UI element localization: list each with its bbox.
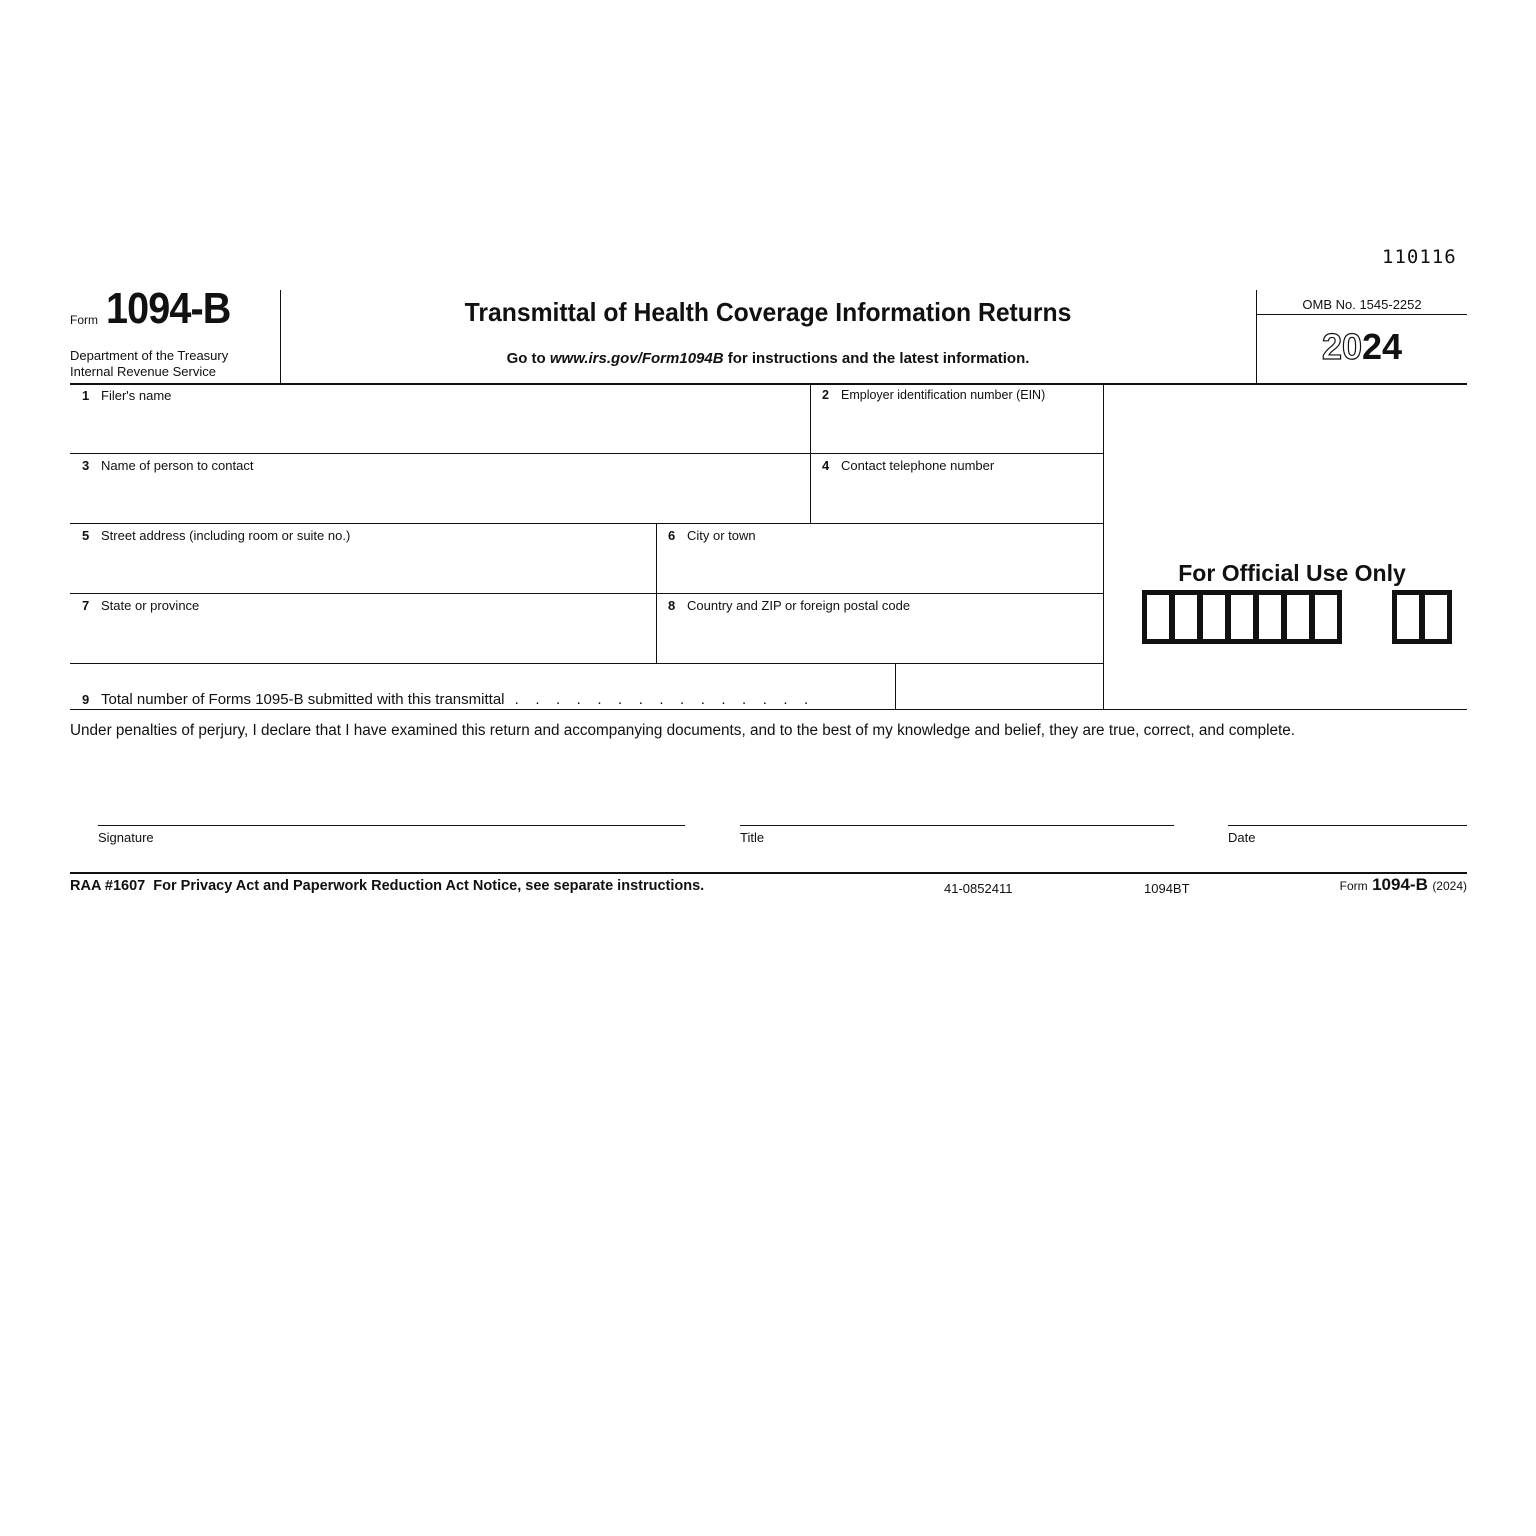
official-use-box xyxy=(1420,590,1452,644)
footer-code1: 41-0852411 xyxy=(944,881,1013,896)
footer-rule xyxy=(70,872,1467,874)
field-total-forms-label xyxy=(82,691,809,708)
field-num: 1 xyxy=(82,388,90,403)
filers-name-input[interactable] xyxy=(100,408,800,448)
field-label: State or province xyxy=(101,598,200,613)
main-bottom-rule xyxy=(70,709,1467,710)
field-num: 2 xyxy=(822,388,829,402)
contact-name-input[interactable] xyxy=(100,478,800,518)
contact-phone-input[interactable] xyxy=(840,478,1095,518)
year-outline: 20 xyxy=(1321,326,1362,367)
row1-bottom xyxy=(70,453,1104,454)
field-num: 3 xyxy=(82,458,90,473)
field-num: 4 xyxy=(822,458,830,473)
year-solid: 24 xyxy=(1362,326,1403,367)
street-address-input[interactable] xyxy=(100,548,650,588)
title-input[interactable] xyxy=(740,785,1174,823)
tax-year xyxy=(1257,326,1467,368)
field-label: Street address (including room or suite no.) xyxy=(101,528,351,543)
title-line xyxy=(740,825,1174,826)
form-number: 1094-B xyxy=(106,284,231,333)
goto-suffix: for instructions and the latest information. xyxy=(723,350,1030,367)
field-label: Employer identification number (EIN) xyxy=(841,388,1046,402)
country-zip-input[interactable] xyxy=(686,618,1096,658)
col-divider-official xyxy=(1103,384,1104,709)
signature-line xyxy=(98,825,685,826)
field-num: 5 xyxy=(82,528,90,543)
date-input[interactable] xyxy=(1228,785,1467,823)
footer-form-year: (2024) xyxy=(1432,879,1467,893)
raa-code: RAA #1607 xyxy=(70,878,146,894)
footer-form-id xyxy=(1250,875,1467,895)
field-label: City or town xyxy=(687,528,756,543)
field-country-zip-label xyxy=(668,598,910,613)
privacy-notice: For Privacy Act and Paperwork Reduction Act Notice, see separate instructions. xyxy=(153,878,705,894)
row3-bottom xyxy=(70,593,1104,594)
field-city-label xyxy=(668,528,756,543)
goto-prefix: Go to xyxy=(506,350,550,367)
field-num: 8 xyxy=(668,598,676,613)
footer-notice-line xyxy=(70,878,704,894)
col-divider-total xyxy=(895,664,896,709)
field-contact-phone-label xyxy=(822,458,994,473)
field-label: Filer's name xyxy=(101,388,172,403)
dept-line2: Internal Revenue Service xyxy=(70,364,216,379)
title-label: Title xyxy=(740,830,765,845)
leader-dots: . . . . . . . . . . . . . . . xyxy=(514,691,810,708)
date-label: Date xyxy=(1228,830,1256,845)
field-street-address-label xyxy=(82,528,350,543)
signature-label: Signature xyxy=(98,830,154,845)
field-num: 9 xyxy=(82,692,90,707)
field-label: Contact telephone number xyxy=(841,458,995,473)
field-contact-name-label xyxy=(82,458,253,473)
omb-divider xyxy=(1257,314,1467,315)
field-label: Country and ZIP or foreign postal code xyxy=(687,598,911,613)
date-line xyxy=(1228,825,1467,826)
col-divider-city xyxy=(656,524,657,663)
official-use-title: For Official Use Only xyxy=(1178,560,1406,586)
footer-form-number: 1094-B xyxy=(1372,875,1428,894)
city-input[interactable] xyxy=(686,548,1096,588)
field-state-label xyxy=(82,598,199,613)
header-bottom-rule xyxy=(70,383,1467,385)
field-label: Total number of Forms 1095-B submitted with this transmittal xyxy=(101,691,505,708)
signature-input[interactable] xyxy=(98,785,685,823)
row4-bottom xyxy=(70,663,1104,664)
footer-code2: 1094BT xyxy=(1144,881,1190,896)
header-divider-left xyxy=(280,290,281,384)
total-forms-input[interactable] xyxy=(900,668,1098,706)
dept-line1: Department of the Treasury xyxy=(70,348,229,363)
row2-bottom xyxy=(70,523,1104,524)
field-label: Name of person to contact xyxy=(101,458,254,473)
state-input[interactable] xyxy=(100,618,650,658)
omb-number: OMB No. 1545-2252 xyxy=(1302,297,1422,312)
ein-input[interactable] xyxy=(840,408,1095,448)
perjury-statement: Under penalties of perjury, I declare that I have examined this return and accompanying documents, and to the best of my knowledge and belief, they are true, correct, and complete. xyxy=(70,722,1296,739)
form-word: Form xyxy=(70,313,98,327)
footer-form-word: Form xyxy=(1339,879,1368,893)
field-ein-label xyxy=(822,388,1045,402)
page-title: Transmittal of Health Coverage Information Returns xyxy=(464,297,1072,327)
field-num: 6 xyxy=(668,528,676,543)
instructions-line xyxy=(280,350,1256,367)
form-id-code: 110116 xyxy=(1382,246,1457,268)
col-divider-ein xyxy=(810,384,811,523)
irs-link[interactable]: www.irs.gov/Form1094B xyxy=(549,350,724,367)
official-use-box xyxy=(1310,590,1342,644)
field-filers-name-label xyxy=(82,388,171,403)
field-num: 7 xyxy=(82,598,90,613)
